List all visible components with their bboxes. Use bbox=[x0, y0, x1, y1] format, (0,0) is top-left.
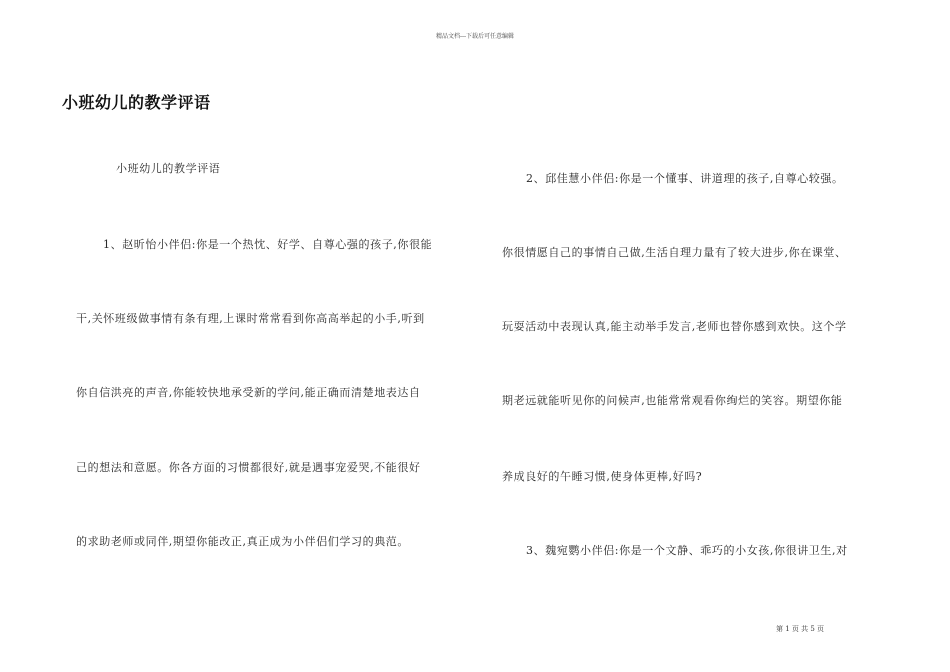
paragraph-line: 的求助老师或同伴,期望你能改正,真正成为小伴侣们学习的典范。 bbox=[76, 535, 409, 548]
paragraph-line: 期老远就能听见你的问候声,也能常常观看你绚烂的笑容。期望你能 bbox=[502, 394, 843, 407]
page-number: 第 1 页 共 5 页 bbox=[776, 625, 825, 633]
paragraph-line: 1、赵昕怡小伴侣:你是一个热忱、好学、自尊心强的孩子,你很能 bbox=[103, 238, 433, 251]
paragraph-line: 你很情愿自己的事情自己做,生活自理力量有了较大进步,你在课堂、 bbox=[502, 246, 847, 259]
paragraph-line: 2、邱佳慧小伴侣:你是一个懂事、讲道理的孩子,自尊心较强。 bbox=[526, 172, 844, 185]
paragraph-line: 己的想法和意愿。你各方面的习惯都很好,就是遇事宠爱哭,不能很好 bbox=[76, 461, 421, 474]
paragraph-line: 玩耍活动中表现认真,能主动举手发言,老师也替你感到欢快。这个学 bbox=[502, 320, 847, 333]
paragraph-line: 3、魏宛鹦小伴侣:你是一个文静、乖巧的小女孩,你很讲卫生,对 bbox=[526, 544, 848, 557]
paragraph-line: 干,关怀班级做事情有条有理,上课时常常看到你高高举起的小手,听到 bbox=[76, 312, 425, 325]
document-title: 小班幼儿的教学评语 bbox=[62, 93, 211, 112]
paragraph-line: 养成良好的午睡习惯,使身体更棒,好吗? bbox=[502, 470, 703, 483]
paragraph-line: 你自信洪亮的声音,你能较快地承受新的学问,能正确而清楚地表达自 bbox=[76, 386, 421, 399]
section-subtitle: 小班幼儿的教学评语 bbox=[116, 162, 221, 175]
header-note: 精品文档---下载后可任意编辑 bbox=[435, 33, 515, 40]
